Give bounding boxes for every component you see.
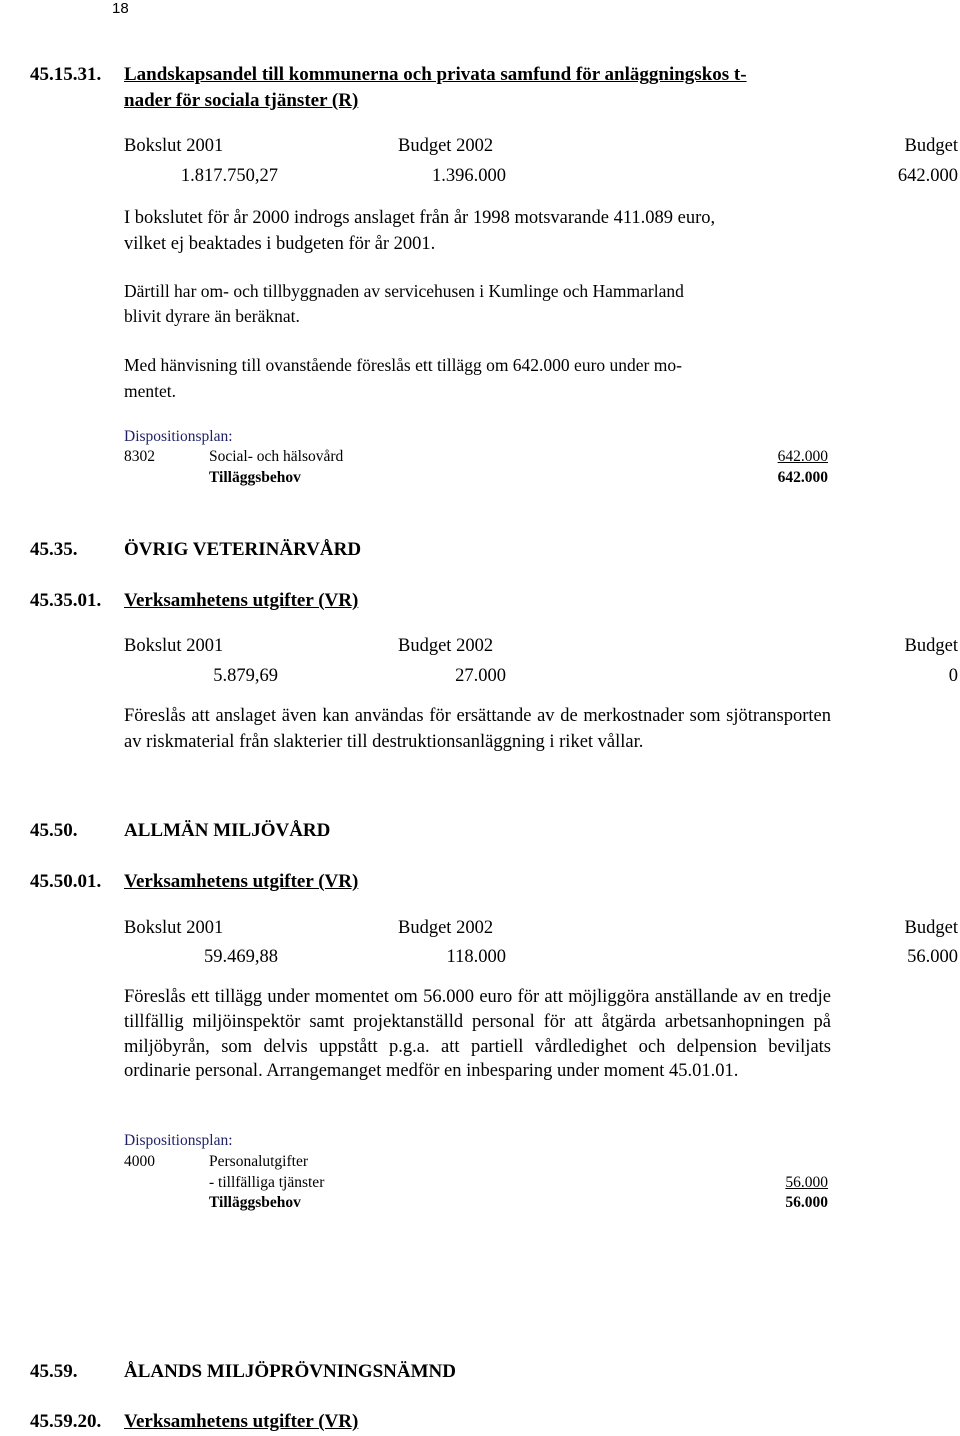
paragraph-line: mentet. bbox=[124, 381, 176, 401]
section-code: 45.50. bbox=[30, 820, 78, 841]
value-bokslut: 1.817.750,27 bbox=[180, 166, 278, 186]
value-bokslut: 59.469,88 bbox=[204, 947, 278, 967]
disposition-code: 8302 bbox=[124, 448, 155, 465]
section-title: ALLMÄN MILJÖVÅRD bbox=[124, 820, 331, 841]
section-title-line-1: Landskapsandel till kommunerna och privata samfund för anläggningskos t- bbox=[124, 64, 747, 85]
value-budget-2002: 1.396.000 bbox=[432, 166, 506, 186]
section-title: Verksamhetens utgifter (VR) bbox=[124, 871, 359, 892]
value-budget-2002: 27.000 bbox=[455, 666, 506, 686]
paragraph-line: blivit dyrare än beräknat. bbox=[124, 306, 300, 326]
disposition-item-label: Personalutgifter bbox=[209, 1153, 309, 1170]
value-budget: 0 bbox=[948, 666, 958, 686]
header-bokslut: Bokslut 2001 bbox=[124, 918, 224, 938]
header-budget: Budget bbox=[904, 136, 958, 156]
section-code: 45.59.20. bbox=[30, 1411, 102, 1432]
paragraph-line: vilket ej beaktades i budgeten för år 2001. bbox=[124, 234, 436, 254]
disposition-total-value: 56.000 bbox=[785, 1194, 828, 1211]
header-budget-2002: Budget 2002 bbox=[398, 136, 494, 156]
section-code: 45.35.01. bbox=[30, 590, 102, 611]
value-budget-2002: 118.000 bbox=[446, 947, 506, 967]
value-budget: 642.000 bbox=[897, 166, 958, 186]
disposition-subitem-label: - tillfälliga tjänster bbox=[209, 1174, 325, 1191]
header-bokslut: Bokslut 2001 bbox=[124, 136, 224, 156]
section-title: ÖVRIG VETERINÄRVÅRD bbox=[124, 539, 362, 560]
section-title: ÅLANDS MILJÖPRÖVNINGSNÄMND bbox=[124, 1361, 456, 1382]
page-number: 18 bbox=[112, 0, 129, 17]
disposition-item-value: 642.000 bbox=[777, 448, 828, 465]
section-code: 45.59. bbox=[30, 1361, 78, 1382]
disposition-total-label: Tilläggsbehov bbox=[209, 469, 301, 486]
paragraph-line: I bokslutet för år 2000 indrogs anslaget från år 1998 motsvarande 411.089 euro, bbox=[124, 208, 716, 228]
paragraph-line: Därtill har om- och tillbyggnaden av servicehusen i Kumlinge och Hammarland bbox=[124, 281, 684, 301]
disposition-total-value: 642.000 bbox=[777, 469, 828, 486]
disposition-label: Dispositionsplan: bbox=[124, 1132, 233, 1149]
header-budget: Budget bbox=[904, 918, 958, 938]
section-title: Verksamhetens utgifter (VR) bbox=[124, 1411, 359, 1432]
header-budget-2002: Budget 2002 bbox=[398, 918, 494, 938]
section-code: 45.15.31. bbox=[30, 64, 102, 85]
disposition-code: 4000 bbox=[124, 1153, 155, 1170]
paragraph: Föreslås ett tillägg under momentet om 56.000 euro för att möjliggöra anställande av en tredje tillfällig miljöinspektör samt projektanställd personal för att åtgärda arbetsanhopningen på miljöbyrån, som delvis uppstått p.g.a. att partiell vårdledighet och delpension beviljats ordinarie personal. Arrangemanget medför en inbesparing under moment 45.01.01. bbox=[124, 987, 831, 1082]
section-title-line-2: nader för sociala tjänster (R) bbox=[124, 90, 359, 111]
value-bokslut: 5.879,69 bbox=[213, 666, 278, 686]
value-budget: 56.000 bbox=[907, 947, 958, 967]
disposition-label: Dispositionsplan: bbox=[124, 428, 233, 445]
header-budget-2002: Budget 2002 bbox=[398, 636, 494, 656]
disposition-item-label: Social- och hälsovård bbox=[209, 448, 344, 465]
paragraph: Föreslås att anslaget även kan användas för ersättande av de merkostnader som sjötransporten av riskmaterial från slakterier till destruktionsanläggning i riket vållar. bbox=[124, 706, 831, 752]
section-code: 45.50.01. bbox=[30, 871, 102, 892]
disposition-total-label: Tilläggsbehov bbox=[209, 1194, 301, 1211]
section-title: Verksamhetens utgifter (VR) bbox=[124, 590, 359, 611]
disposition-subitem-value: 56.000 bbox=[785, 1174, 828, 1191]
header-bokslut: Bokslut 2001 bbox=[124, 636, 224, 656]
section-code: 45.35. bbox=[30, 539, 78, 560]
header-budget: Budget bbox=[904, 636, 958, 656]
paragraph-line: Med hänvisning till ovanstående föreslås ett tillägg om 642.000 euro under mo- bbox=[124, 355, 682, 375]
